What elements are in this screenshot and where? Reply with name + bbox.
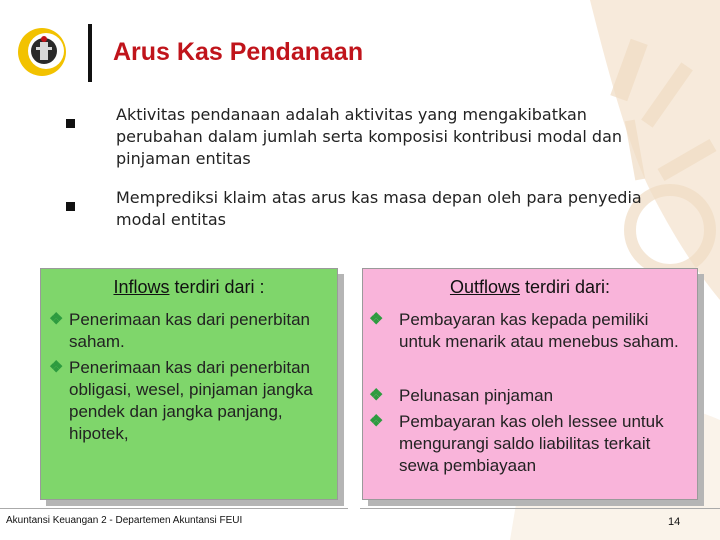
list-item — [49, 309, 324, 353]
list-item — [66, 188, 642, 229]
inflows-heading-rest: terdiri dari : — [169, 277, 265, 297]
outflows-box — [362, 268, 698, 500]
title-divider — [88, 24, 92, 82]
inflow-item-text: Penerimaan kas dari penerbitan obligasi, wesel, pinjaman jangka pendek dan jangka panjang, hipotek, — [69, 358, 313, 443]
list-item — [369, 309, 691, 353]
list-item — [369, 411, 691, 477]
inflow-item-text: Penerimaan kas dari penerbitan saham. — [69, 310, 310, 351]
outflows-heading-rest: terdiri dari: — [520, 277, 611, 297]
footer-divider — [360, 508, 720, 509]
list-item — [369, 385, 691, 407]
footer-text: Akuntansi Keuangan 2 - Departemen Akuntansi FEUI — [6, 515, 243, 526]
footer-divider — [0, 508, 348, 509]
university-logo — [14, 22, 70, 82]
outflows-heading — [363, 277, 697, 298]
diamond-bullet-icon: ❖ — [369, 311, 384, 328]
bullet-text: Memprediksi klaim atas arus kas masa depan oleh para penyedia modal entitas — [116, 188, 642, 229]
diamond-bullet-icon: ❖ — [369, 387, 384, 404]
square-bullet-icon — [66, 119, 75, 128]
outflow-item-text: Pembayaran kas oleh lessee untuk mengurangi saldo liabilitas terkait sewa pembiayaan — [399, 412, 664, 475]
bullet-text: Aktivitas pendanaan adalah aktivitas yang mengakibatkan perubahan dalam jumlah serta komposisi kontribusi modal dan pinjaman entitas — [116, 105, 623, 168]
diamond-bullet-icon: ❖ — [49, 311, 64, 328]
inflows-box — [40, 268, 338, 500]
inflows-heading — [41, 277, 337, 298]
list-item — [66, 105, 623, 168]
list-item — [49, 357, 334, 445]
outflow-item-text: Pelunasan pinjaman — [399, 386, 554, 405]
inflows-keyword: Inflows — [113, 277, 170, 297]
page-title: Arus Kas Pendanaan — [113, 38, 364, 66]
page-number: 14 — [668, 516, 681, 528]
outflows-keyword: Outflows — [449, 277, 520, 297]
diamond-bullet-icon: ❖ — [49, 359, 64, 376]
square-bullet-icon — [66, 202, 75, 211]
outflow-item-text: Pembayaran kas kepada pemiliki untuk menarik atau menebus saham. — [399, 310, 679, 351]
diamond-bullet-icon: ❖ — [369, 413, 384, 430]
